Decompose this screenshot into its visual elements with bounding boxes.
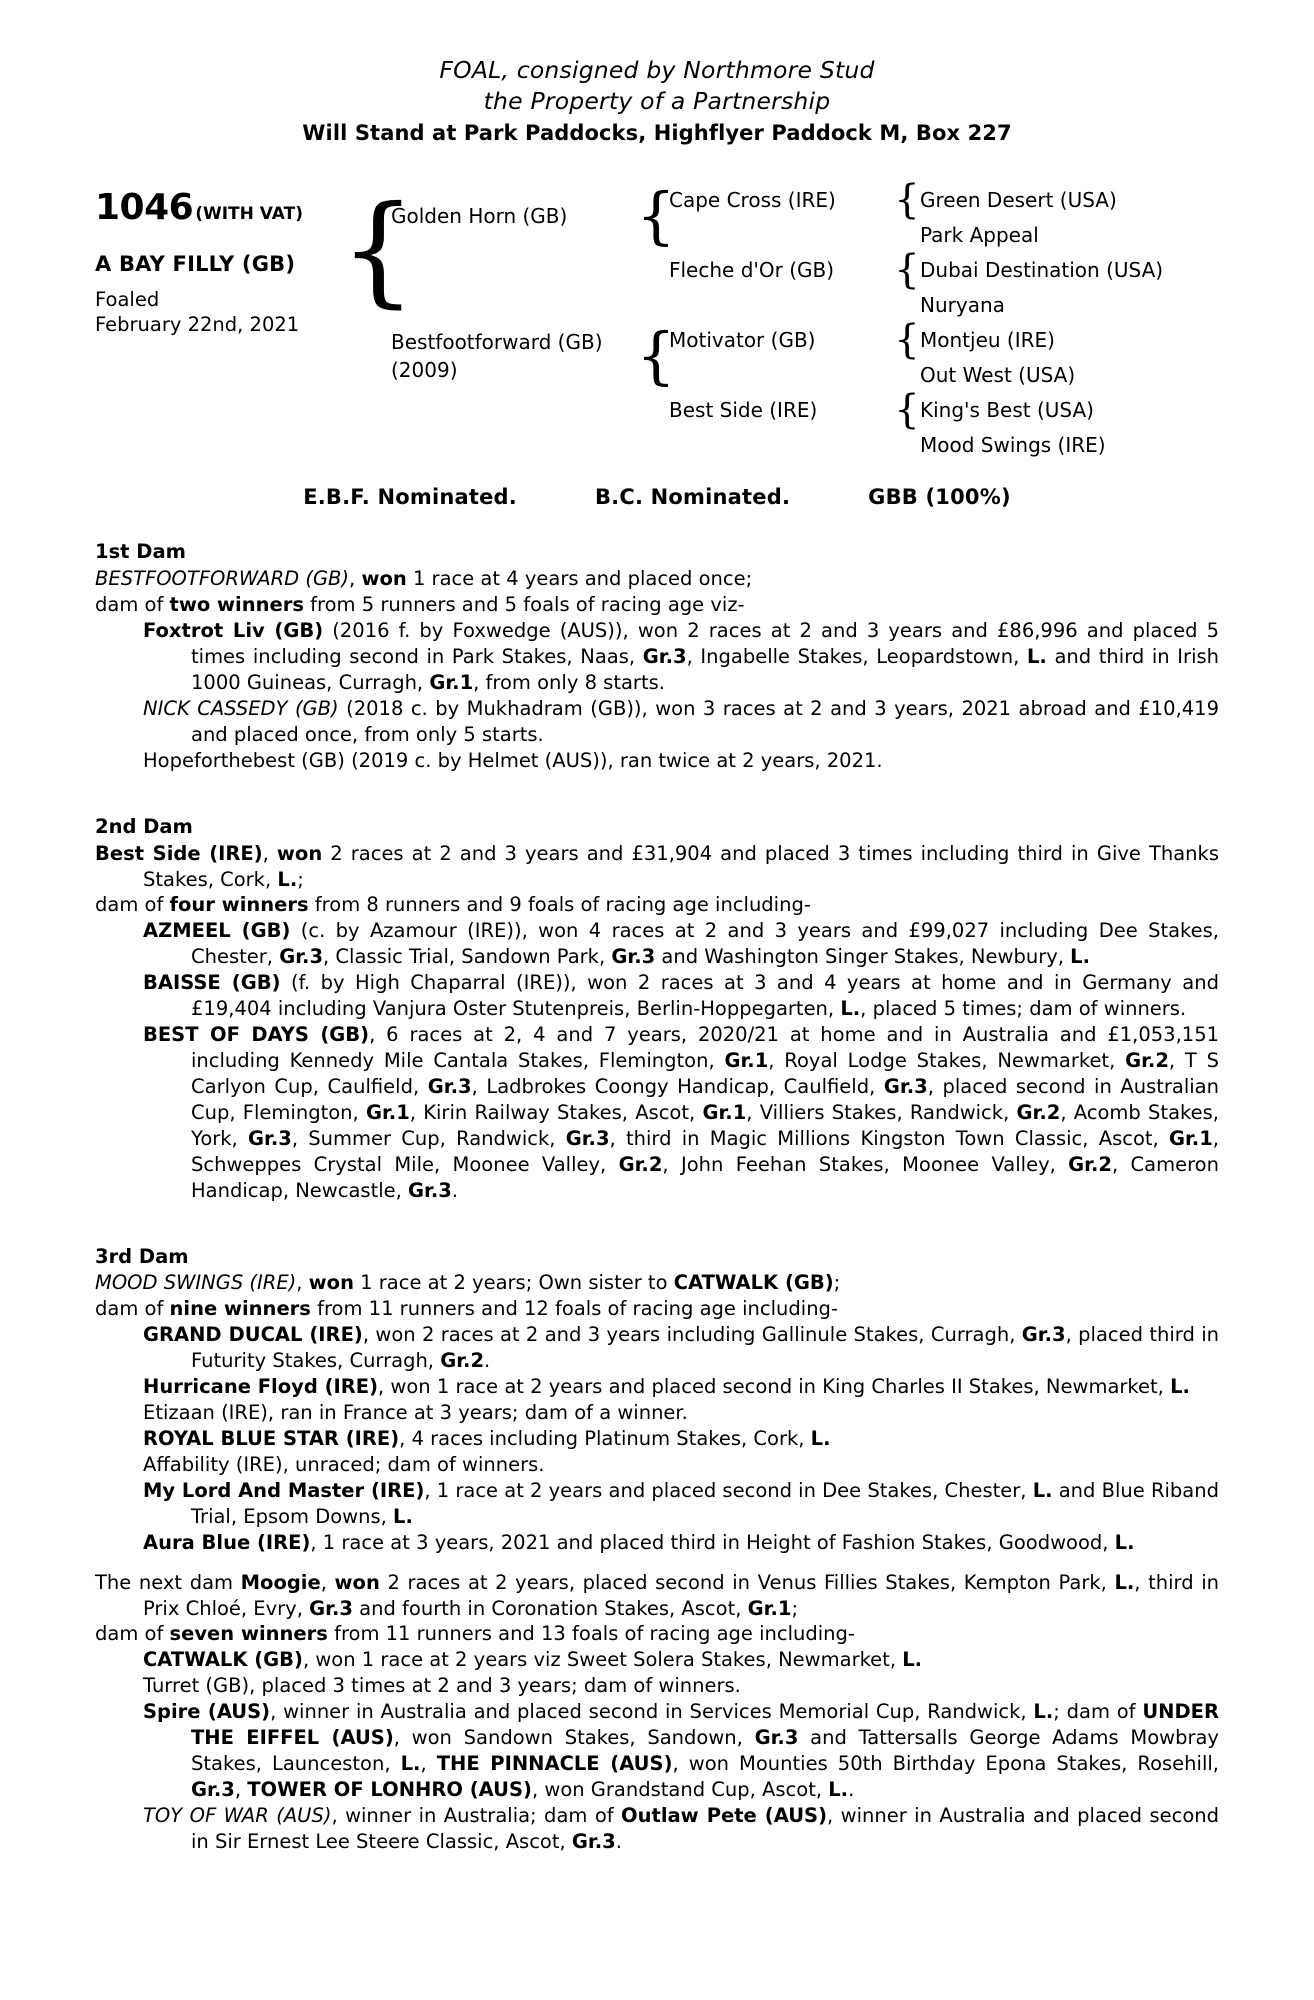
sep: , [320,1570,335,1594]
text-run: (2016 f. by Foxwedge (AUS)), won 2 races at 2 and 3 years and £86,996 and placed 5 times including second in Park Stakes, Naas, [191,619,1219,669]
next-dam-line [95,1570,1219,1622]
lot-vat: (WITH VAT) [195,204,303,225]
black-type: Gr.2 [1068,1152,1112,1176]
text-run: , placed 5 times; dam of winners. [860,997,1187,1021]
progeny-entry [95,918,1219,970]
black-type: Gr.3 [571,1829,616,1853]
second-dam-line: Best Side (IRE), won 2 races at 2 and 3 years and £31,904 and placed 3 times including third in Give Thanks Stakes, Cork, L.; [95,841,1219,891]
sep: , [349,567,362,591]
text-run: , 1 race at 2 years and placed second in Dee Stakes, Chester, [424,1478,1033,1502]
black-type: L. [277,867,298,891]
text-run: , won Grandstand Cup, Ascot, [531,1777,829,1801]
black-type: Gr.1 [747,1596,792,1620]
text-run: , 6 races at 2, 4 and 7 years, 2020/21 at home and in Australia and £1,053,151 including Kennedy Mile Cantala Stakes, Flemington, [191,1023,1220,1072]
black-type: Gr.3 [279,945,324,969]
text-run: , Cameron Handicap, Newcastle, [191,1152,1219,1202]
text-run: , from only 8 starts. [473,671,665,694]
black-type: Gr.3 [309,1596,353,1620]
progeny-entry [95,1478,1219,1530]
lot-info [95,181,365,338]
won-word: won [334,1570,380,1594]
text-run: , winner in Australia; dam of [331,1803,622,1827]
damof-label: dam of [95,1622,170,1646]
first-dam-heading: 1st Dam [95,540,186,564]
first-dam-progeny-list [95,618,1219,774]
won-word: won [276,841,323,865]
next-dam-entry-list [95,1647,1219,1854]
black-type: Gr.2 [618,1152,663,1176]
brace-sire-sire: { [894,177,920,224]
text-run: (f. by High Chaparral (IRE)), won 2 races at 3 and 4 years at home and in Germany and £19,404 including Vanjura Oster Stutenpreis, Berlin-Hoppegarten, [191,971,1219,1021]
black-type: Gr.3 [611,945,656,969]
progeny-name: Turret (GB) [143,1674,250,1698]
text-run: , T S Carlyon Cup, Caulfield, [191,1048,1220,1098]
text-run: , 4 races including Platinum Stakes, Cork, [399,1426,811,1450]
second-dam-entry-list [95,918,1219,1203]
text-run: ; [791,1596,799,1620]
gp-3: Dubai Destination (USA) [920,258,1164,283]
sep: ; [297,867,304,891]
gp-1: Green Desert (USA) [920,188,1117,213]
text-run: , unraced; dam of winners. [282,1452,545,1476]
black-type: Gr.1 [429,671,474,694]
text-run: and fourth in Coronation Stakes, Ascot, [352,1596,748,1620]
pedigree-text [95,539,1219,1854]
text-run: . [848,1777,855,1801]
progeny-entry [95,970,1219,1022]
black-type: Gr.3 [427,1074,472,1098]
third-dam-entry-list [95,1322,1219,1555]
text-run: , Ladbrokes Coongy Handicap, Caulfield, [471,1074,884,1098]
text-run: , [420,1752,437,1776]
progeny-entry [95,1022,1219,1203]
progeny-entry [95,1426,1219,1452]
text-run: (2018 c. by Mukhadram (GB)), won 3 races at 2 and 3 years, 2021 abroad and £10,419 and placed once, from only 5 starts. [191,696,1219,746]
first-dam-name: BESTFOOTFORWARD (GB) [95,567,350,591]
first-dam-detail: 1 race at 4 years and placed once; [406,567,753,591]
black-type: Gr.3 [642,645,687,669]
text-run: , ran in France at 3 years; dam of a winner. [267,1401,688,1425]
gp-4: Nuryana [920,293,1005,318]
black-type: L. [1114,1570,1135,1594]
text-run: 2 races at 2 years, placed second in Venus Fillies Stakes, Kempton Park, [379,1570,1115,1594]
second-dam-name: Best Side (IRE) [95,841,263,865]
black-type: L. [1032,1478,1053,1502]
pedigree-block [95,177,1219,461]
property-line: the Property of a Partnership [483,86,831,115]
black-type: L. [1026,645,1047,669]
progeny-entry [95,696,1219,748]
page-header [95,55,1219,147]
progeny-name: Etizaan (IRE) [143,1401,268,1425]
progeny-name: GRAND DUCAL (IRE) [143,1323,363,1347]
text-run: , Acomb Stakes, York, [191,1100,1219,1150]
sep: ; [833,1271,841,1295]
own-sister: CATWALK (GB) [673,1271,834,1295]
won-word: won [308,1271,354,1295]
progeny-entry [95,1374,1219,1400]
damof-tail: from 11 runners and 12 foals of racing age including- [310,1297,838,1321]
lot-number-row [95,183,365,233]
dam-dam-name: Best Side (IRE) [669,398,818,423]
progeny-entry [95,1400,1219,1426]
text-run: (c. by Azamour (IRE)), won 4 races at 2 and 3 years and £99,027 including Dee Stakes, Chester, [191,919,1220,969]
third-dam-heading: 3rd Dam [95,1244,189,1268]
brace-dam-dam: { [894,387,920,434]
black-type: Gr.3 [191,1777,235,1801]
text-run: and Blue Riband Trial, Epsom Downs, [191,1478,1219,1528]
stand-location-line: Will Stand at Park Paddocks, Highflyer Paddock M, Box 227 [302,121,1012,146]
black-type: Gr.3 [754,1726,799,1750]
damof-label: dam of [95,593,170,617]
brace-sire-dam: { [894,247,920,294]
text-run: and third in Irish 1000 Guineas, Curragh, [191,645,1220,694]
pedigree-grid [339,177,1219,461]
text-run: , won 1 race at 2 years and placed second in King Charles II Stakes, Newmarket, [378,1375,1171,1399]
text-run: , placed third in Futurity Stakes, Curragh, [191,1323,1220,1373]
first-dam-damof [95,592,1219,618]
black-type: L. [840,997,861,1021]
black-type: Gr.3 [883,1074,928,1098]
foaled-date: February 22nd, 2021 [95,313,300,337]
dam-sire-name: Motivator (GB) [669,328,816,353]
black-type: L. [1033,1700,1054,1724]
progeny-entry [95,1673,1219,1699]
dam-name: Bestfootforward (GB) [391,330,603,355]
progeny-name: TOY OF WAR (AUS) [143,1803,332,1827]
black-type: L. [810,1426,831,1450]
text-run: , John Feehan Stakes, Moonee Valley, [662,1152,1069,1176]
progeny-entry [95,748,1219,774]
text-run: , Villiers Stakes, Randwick, [746,1100,1017,1124]
progeny-entry [95,1699,1219,1803]
text-run: , placed 3 times at 2 and 3 years; dam of winners. [249,1674,741,1698]
foaled-label: Foaled [95,288,160,312]
progeny-name: Aura Blue (IRE) [143,1530,311,1554]
text-run: (2019 c. by Helmet (AUS)), ran twice at 2 years, 2021. [344,748,883,772]
damof-tail: from 5 runners and 5 foals of racing age viz- [303,593,745,617]
next-dam-name: Moogie [240,1570,321,1594]
won-word: won [361,567,407,591]
black-type: Gr.3 [1021,1323,1066,1347]
gp-2: Park Appeal [920,223,1039,248]
progeny-name: Spire (AUS) [143,1700,271,1724]
text-run: , won Sandown Stakes, Sandown, [393,1726,755,1750]
black-type: Gr.1 [365,1100,410,1124]
progeny-name: CATWALK (GB) [143,1648,303,1672]
damof-tail: from 8 runners and 9 foals of racing age including- [308,893,811,917]
black-type: Gr.2 [1016,1100,1061,1124]
black-type: UNDER THE EIFFEL (AUS) [191,1700,1219,1750]
brace-dam-sire: { [894,317,920,364]
black-type: Gr.3 [248,1126,292,1150]
black-type: L. [828,1777,849,1801]
black-type: Gr.1 [724,1048,769,1072]
damof-tail: from 11 runners and 13 foals of racing age including- [327,1622,855,1646]
progeny-name: Hopeforthebest (GB) [143,748,345,772]
second-dam-damof [95,892,1219,918]
consignor-line: FOAL, consigned by Northmore Stud [439,56,875,84]
second-dam-heading: 2nd Dam [95,814,193,838]
text-run: , won 2 races at 2 and 3 years including Gallinule Stakes, Curragh, [362,1323,1022,1347]
progeny-entry [95,1803,1219,1855]
progeny-entry [95,618,1219,696]
black-type: Gr.1 [702,1100,747,1124]
progeny-name: AZMEEL (GB) [143,919,291,943]
text-run: , Summer Cup, Randwick, [291,1126,566,1150]
winners-count: two winners [169,593,304,617]
damof-label: dam of [95,893,170,917]
brace-dam: { [636,318,676,392]
gp-7: King's Best (USA) [920,398,1094,423]
text-run: , placed second in Australian Cup, Flemington, [191,1074,1219,1124]
bc-nomination: B.C. Nominated. [594,485,791,510]
black-type: L. [1170,1375,1190,1399]
progeny-entry [95,1647,1219,1673]
text-run: , third in Magic Millions Kingston Town Classic, Ascot, [609,1126,1169,1150]
gbb-nomination: GBB (100%) [868,485,1011,510]
progeny-name: Affability (IRE) [143,1452,283,1476]
text-run: , Schweppes Crystal Mile, Moonee Valley, [191,1126,1219,1176]
black-type: Gr.2 [440,1349,485,1373]
black-type: THE PINNACLE (AUS) [436,1752,673,1776]
text-run: . [615,1829,622,1853]
progeny-entry [95,1322,1219,1374]
ebf-nomination: E.B.F. Nominated. [303,485,517,510]
text-run: , Ingabelle Stakes, Leopardstown, [686,645,1027,669]
winners-count: nine winners [169,1297,311,1321]
text-run: , Classic Trial, Sandown Park, [323,945,612,969]
text-run: ; dam of [1053,1700,1143,1724]
sire-sire-name: Cape Cross (IRE) [669,188,836,213]
text-run: , winner in Australia and placed second in Services Memorial Cup, Randwick, [270,1700,1034,1724]
text-run: , Royal Lodge Stakes, Newmarket, [768,1048,1126,1072]
foaled-block [95,288,365,338]
gp-5: Montjeu (IRE) [920,328,1055,353]
sire-name: Golden Horn (GB) [391,204,568,229]
text-run: , Kirin Railway Stakes, Ascot, [409,1100,703,1124]
damof-label: dam of [95,1297,170,1321]
black-type: L. [1070,945,1090,969]
second-dam-detail: 2 races at 2 and 3 years and £31,904 and placed 3 times including third in Give Thanks Stakes, Cork, [143,841,1219,891]
text-run: , 1 race at 3 years, 2021 and placed third in Height of Fashion Stakes, Goodwood, [310,1530,1115,1554]
black-type: Gr.3 [408,1178,452,1202]
next-dam-label: The next dam [95,1570,241,1594]
black-type: Gr.3 [565,1126,610,1150]
third-dam-line: MOOD SWINGS (IRE), won 1 race at 2 years; Own sister to CATWALK (GB); [95,1271,841,1295]
third-dam-detail: 1 race at 2 years; Own sister to [353,1271,674,1295]
black-type: L. [902,1648,923,1672]
brace-outer: { [339,181,417,321]
progeny-name: BEST OF DAYS (GB) [143,1023,370,1047]
first-dam-line [95,566,1219,592]
progeny-entry [95,1530,1219,1556]
progeny-name: Foxtrot Liv (GB) [143,619,324,643]
black-type: Outlaw Pete (AUS) [621,1803,827,1827]
brace-sire: { [636,178,676,252]
lot-description: A BAY FILLY (GB) [95,251,296,276]
sire-dam-name: Fleche d'Or (GB) [669,258,835,283]
gp-8: Mood Swings (IRE) [920,433,1106,458]
progeny-name: BAISSE (GB) [143,971,281,995]
progeny-entry [95,1452,1219,1478]
text-run: and Tattersalls George Adams Mowbray Stakes, Launceston, [191,1726,1219,1776]
text-run: , [234,1777,248,1801]
text-run: , won 1 race at 2 years viz Sweet Solera Stakes, Newmarket, [302,1648,903,1672]
text-run: and Washington Singer Stakes, Newbury, [655,945,1071,969]
lot-number: 1046 [95,187,194,229]
text-run: , won Mounties 50th Birthday Epona Stakes, Rosehill, [672,1752,1219,1776]
progeny-name: Hurricane Floyd (IRE) [143,1375,379,1399]
dam-year: (2009) [391,358,458,383]
text-run: , winner in Australia and placed second in Sir Ernest Lee Steere Classic, Ascot, [191,1803,1219,1853]
progeny-name: NICK CASSEDY (GB) [143,696,339,720]
next-dam-damof [95,1621,1219,1647]
progeny-name: My Lord And Master (IRE) [143,1478,425,1502]
black-type: L. [1114,1530,1135,1554]
black-type: Gr.1 [1168,1126,1213,1150]
winners-count: seven winners [169,1622,328,1646]
gp-6: Out West (USA) [920,363,1076,388]
black-type: L. [400,1752,421,1776]
black-type: TOWER OF LONHRO (AUS) [247,1777,532,1801]
dam-block [391,326,643,386]
third-dam-damof [95,1296,1219,1322]
black-type: Gr.2 [1125,1048,1169,1072]
text-run: , third in Prix Chloé, Evry, [143,1570,1219,1620]
black-type: L. [393,1504,413,1528]
winners-count: four winners [169,893,309,917]
progeny-name: ROYAL BLUE STAR (IRE) [143,1426,400,1450]
text-run: . [451,1178,459,1202]
text-run: . [484,1349,491,1373]
third-dam-name: MOOD SWINGS (IRE) [95,1271,297,1295]
nominations-row [95,485,1219,509]
